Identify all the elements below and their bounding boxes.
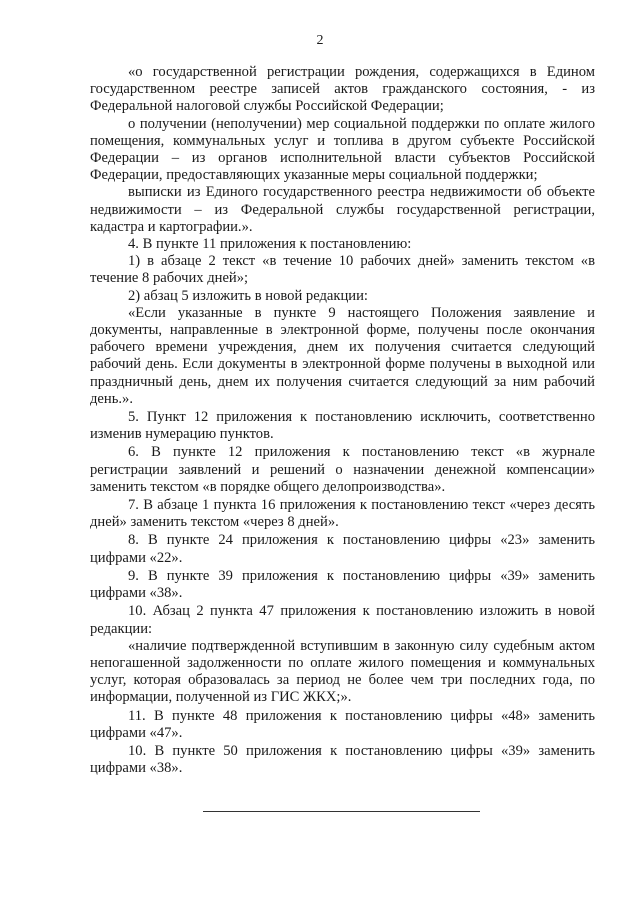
- paragraph-new-wording-debt: «наличие подтвержденной вступившим в законную силу судебным актом непогашенной задолженности по оплате жилого помещения и коммунальных услуг, которая образовалась за период не более чем три последних года, по информации, полученной из ГИС ЖКХ;».: [90, 637, 595, 706]
- paragraph-item-5: 5. Пункт 12 приложения к постановлению исключить, соответственно изменив нумерацию пунктов.: [90, 409, 595, 443]
- paragraph-item-8: 8. В пункте 24 приложения к постановлению цифры «23» заменить цифрами «22».: [90, 532, 595, 566]
- paragraph-item-4: 4. В пункте 11 приложения к постановлению:: [128, 236, 412, 253]
- paragraph-item-6: 6. В пункте 12 приложения к постановлению текст «в журнале регистрации заявлений и решений о назначении денежной компенсации» заменить текстом «в порядке общего делопроизводства».: [90, 444, 595, 495]
- paragraph-item-4-1: 1) в абзаце 2 текст «в течение 10 рабочих дней» заменить текстом «в течение 8 рабочих дней»;: [90, 253, 595, 287]
- paragraph-item-7: 7. В абзаце 1 пункта 16 приложения к постановлению текст «через десять дней» заменить текстом «через 8 дней».: [90, 497, 595, 531]
- paragraph-item-10-repeat: 10. В пункте 50 приложения к постановлению цифры «39» заменить цифрами «38».: [90, 742, 595, 777]
- paragraph-new-wording-working-day: «Если указанные в пункте 9 настоящего Положения заявление и документы, направленные в электронной форме, получены после окончания рабочего времени учреждения, днем их получения считается следующий рабочий день. Если документы в электронной форме получены в выходной или праздничный день, днем их получения считается следующий за ним рабочий день.».: [90, 304, 595, 407]
- paragraph-social-support: о получении (неполучении) мер социальной поддержки по оплате жилого помещения, коммунальных услуг и топлива в другом субъекте Российской Федерации – из органов исполнительной власти субъектов Российской Федерации, предоставляющих указанные меры социальной поддержки;: [90, 115, 595, 184]
- paragraph-item-10: 10. Абзац 2 пункта 47 приложения к постановлению изложить в новой редакции:: [90, 603, 595, 637]
- paragraph-item-11: 11. В пункте 48 приложения к постановлению цифры «48» заменить цифрами «47».: [90, 707, 595, 741]
- paragraph-item-4-2: 2) абзац 5 изложить в новой редакции:: [128, 287, 368, 304]
- end-of-document-divider: [203, 811, 480, 812]
- document-body: [90, 64, 595, 777]
- paragraph-birth-registration: «о государственной регистрации рождения, содержащихся в Едином государственном реестре записей актов гражданского состояния, - из Федеральной налоговой службы Российской Федерации;: [90, 64, 595, 115]
- paragraph-real-estate-extract: выписки из Единого государственного реестра недвижимости об объекте недвижимости – из Федеральной службы государственной регистрации, кадастра и картографии.».: [90, 184, 595, 235]
- paragraph-item-9: 9. В пункте 39 приложения к постановлению цифры «39» заменить цифрами «38».: [90, 567, 595, 602]
- page-number: 2: [316, 33, 324, 48]
